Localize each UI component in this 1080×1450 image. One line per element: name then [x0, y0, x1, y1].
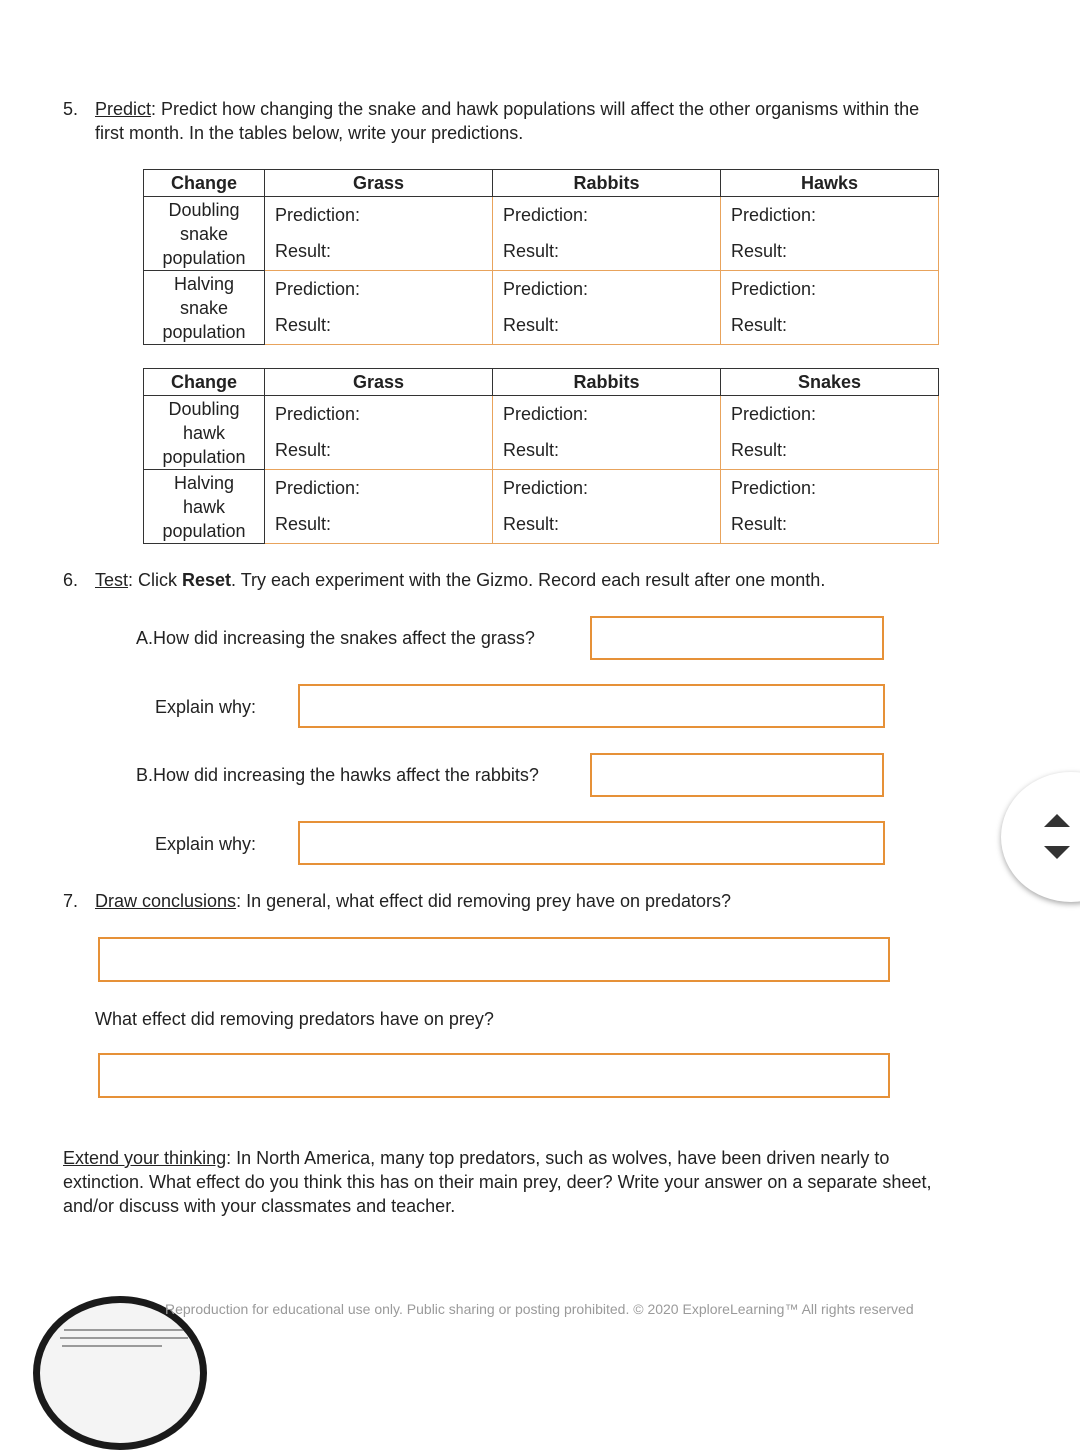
table-row — [144, 396, 939, 470]
page-scroll-control[interactable] — [1001, 772, 1080, 902]
answer-cell[interactable]: Prediction: Result: — [721, 271, 939, 345]
magnifier-preview[interactable] — [33, 1296, 207, 1450]
header-hawks: Hawks — [721, 170, 939, 197]
answer-cell[interactable]: Prediction: Result: — [721, 470, 939, 544]
hawk-table-header — [144, 369, 939, 396]
explain-box-a[interactable] — [298, 684, 885, 728]
change-label: Doubling snake population — [144, 197, 265, 271]
header-grass: Grass — [265, 170, 493, 197]
extend-text: Extend your thinking: In North America, many top predators, such as wolves, have been driven nearly to extinction. What effect do you think this has on their main prey, deer? Write your answer on a separate sheet, and/or discuss with your classmates and teacher. — [63, 1148, 932, 1216]
q7-label: Draw conclusions — [95, 891, 237, 911]
conclusion-box-2[interactable] — [98, 1053, 890, 1098]
header-snakes: Snakes — [721, 369, 939, 396]
header-rabbits: Rabbits — [493, 369, 721, 396]
answer-cell[interactable]: Prediction: Result: — [265, 396, 493, 470]
hawk-table — [143, 368, 939, 544]
snake-table — [143, 169, 939, 345]
triangle-up-icon[interactable] — [1044, 814, 1070, 827]
q7-text: Draw conclusions: In general, what effect did removing prey have on predators? — [95, 891, 732, 911]
question-a: A.How did increasing the snakes affect the grass? — [136, 628, 535, 648]
table-row — [144, 271, 939, 345]
explain-box-b[interactable] — [298, 821, 885, 865]
header-grass: Grass — [265, 369, 493, 396]
change-label: Halving snake population — [144, 271, 265, 345]
answer-cell[interactable]: Prediction: Result: — [265, 470, 493, 544]
q5-label: Predict — [95, 99, 152, 119]
q6-text: Test: Click Reset. Try each experiment with the Gizmo. Record each result after one month. — [95, 570, 826, 590]
q6-number: 6. — [63, 570, 79, 590]
answer-cell[interactable]: Prediction: Result: — [265, 197, 493, 271]
change-label: Halving hawk population — [144, 470, 265, 544]
answer-cell[interactable]: Prediction: Result: — [493, 470, 721, 544]
header-change: Change — [144, 369, 265, 396]
answer-cell[interactable]: Prediction: Result: — [721, 396, 939, 470]
explain-b-label: Explain why: — [155, 834, 257, 854]
answer-cell[interactable]: Prediction: Result: — [493, 396, 721, 470]
snake-table-header — [144, 170, 939, 197]
q5-line2: first month. In the tables below, write your predictions. — [95, 123, 524, 143]
question-b: B.How did increasing the hawks affect the rabbits? — [136, 765, 539, 785]
conclusion-box-1[interactable] — [98, 937, 890, 982]
q6-label: Test — [95, 570, 129, 590]
q7-subquestion: What effect did removing predators have on prey? — [95, 1009, 494, 1029]
q7-number: 7. — [63, 891, 79, 911]
answer-box-a[interactable] — [590, 616, 884, 660]
extend-label: Extend your thinking — [63, 1148, 227, 1168]
triangle-down-icon[interactable] — [1044, 846, 1070, 859]
table-row — [144, 197, 939, 271]
q5-line1: : Predict how changing the snake and hawk populations will affect the other organisms within the — [151, 99, 920, 119]
answer-cell[interactable]: Prediction: Result: — [721, 197, 939, 271]
answer-cell[interactable]: Prediction: Result: — [493, 197, 721, 271]
table-row — [144, 470, 939, 544]
copyright-footer: Reproduction for educational use only. Public sharing or posting prohibited. © 2020 ExploreLearning™ All rights reserved — [165, 1301, 914, 1317]
q5-number: 5. — [63, 99, 79, 119]
header-change: Change — [144, 170, 265, 197]
reset-keyword: Reset — [182, 570, 232, 590]
explain-a-label: Explain why: — [155, 697, 257, 717]
change-label: Doubling hawk population — [144, 396, 265, 470]
q5-text — [95, 97, 1035, 145]
answer-cell[interactable]: Prediction: Result: — [265, 271, 493, 345]
header-rabbits: Rabbits — [493, 170, 721, 197]
answer-box-b[interactable] — [590, 753, 884, 797]
answer-cell[interactable]: Prediction: Result: — [493, 271, 721, 345]
